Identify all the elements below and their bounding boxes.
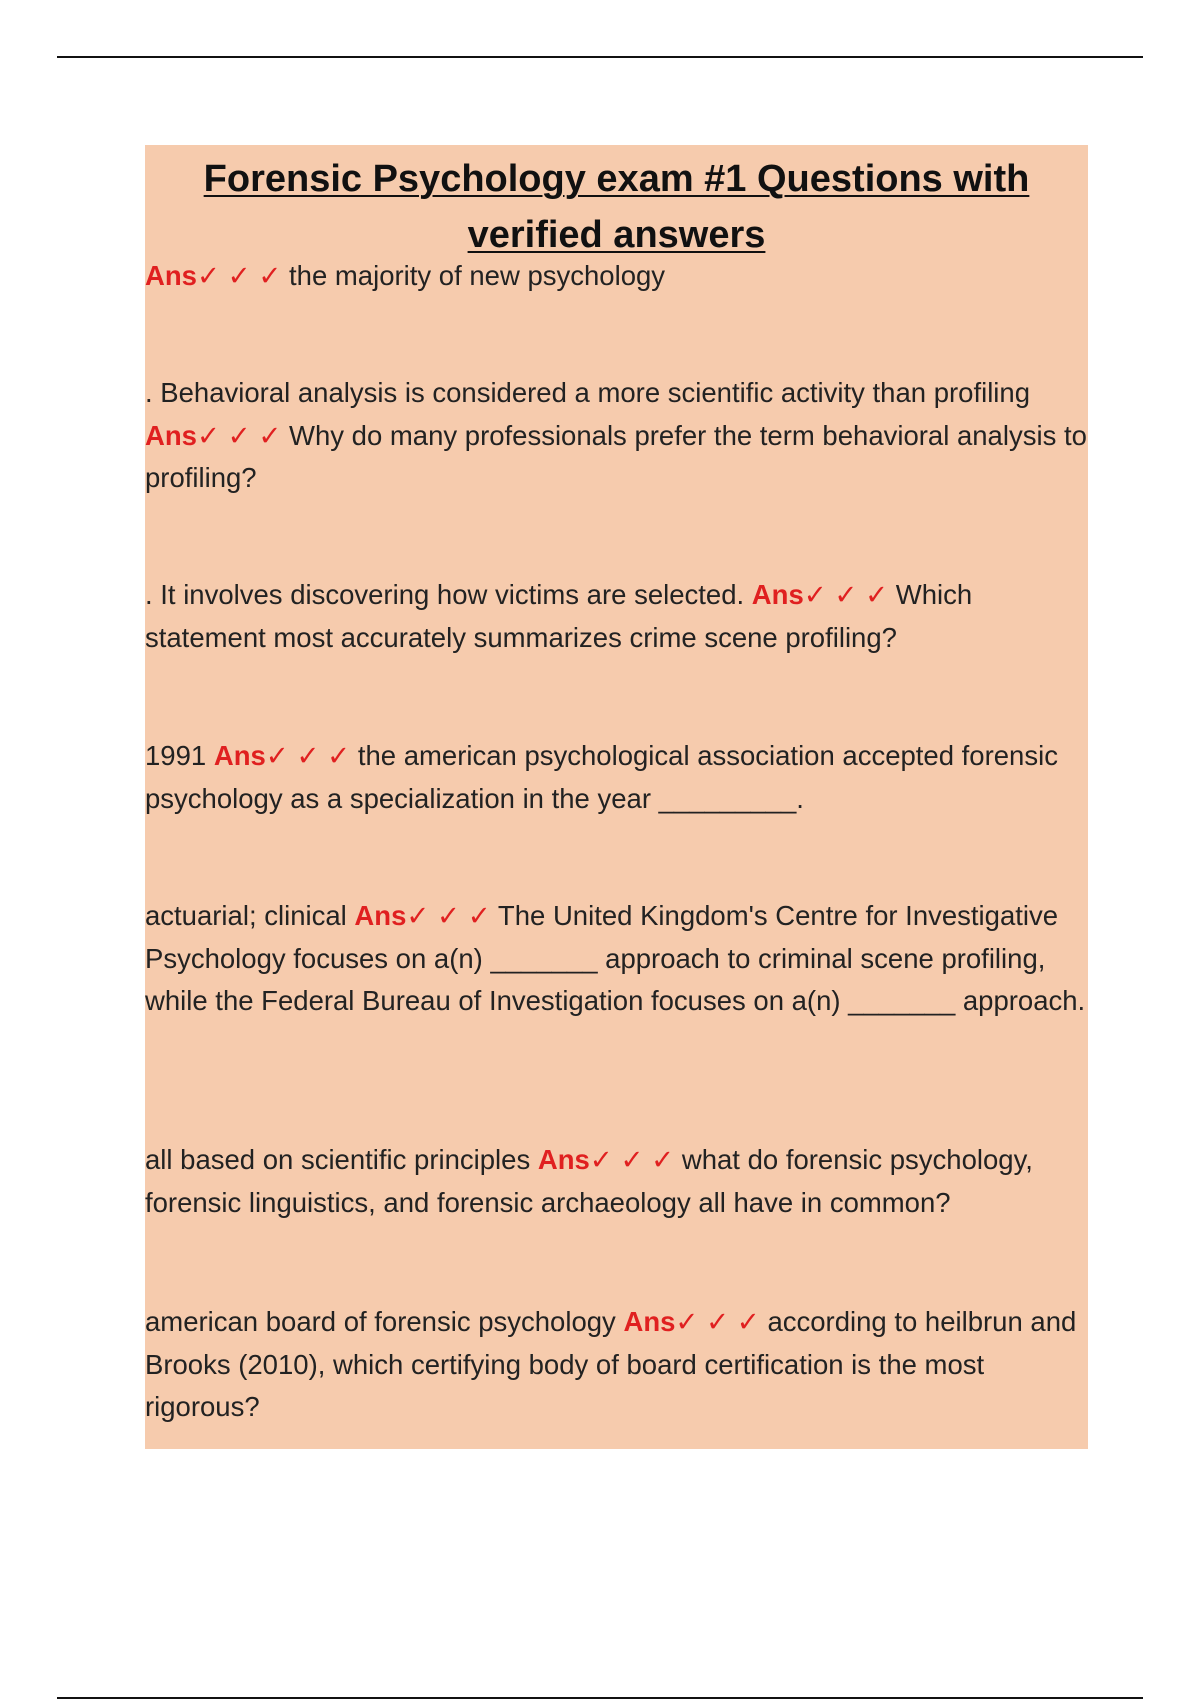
question-text: The United Kingdom's Centre for Investigative Psychology focuses on a(n) _______ approach to criminal scene profiling, while the Federal Bureau of Investigation focuses on a(n) _______ approach. xyxy=(145,900,1086,1016)
question-text: according to heilbrun and Brooks (2010), which certifying body of board certification is the most rigorous? xyxy=(145,1306,1077,1422)
title-line-1: Forensic Psychology exam #1 Questions with xyxy=(203,158,1030,200)
check-marks-icon: ✓ ✓ ✓ xyxy=(589,1144,675,1175)
bottom-rule xyxy=(57,1697,1143,1699)
highlighted-content-block xyxy=(145,145,1088,1449)
ans-label: Ans xyxy=(623,1306,676,1337)
ans-label: Ans xyxy=(145,419,197,451)
answer-text: all based on scientific principles xyxy=(145,1144,538,1175)
question-text: the majority of new psychology xyxy=(281,260,666,291)
question-text: the american psychological association accepted forensic psychology as a specialization in the year _________. xyxy=(145,740,1058,814)
check-marks-icon: ✓ ✓ ✓ xyxy=(803,579,889,610)
top-rule xyxy=(57,56,1143,58)
question-text: Why do many professionals prefer the term behavioral analysis to profiling? xyxy=(145,419,1087,493)
ans-label: Ans xyxy=(537,1144,590,1175)
ans-label: Ans xyxy=(751,579,804,610)
qa-entry-6 xyxy=(145,1139,1088,1224)
qa-entry-2 xyxy=(145,372,1088,500)
answer-text: 1991 xyxy=(145,740,214,771)
question-text: Which statement most accurately summarizes crime scene profiling? xyxy=(145,579,973,653)
ans-label: Ans xyxy=(354,900,407,931)
check-marks-icon: ✓ ✓ ✓ xyxy=(265,740,351,771)
answer-text: american board of forensic psychology xyxy=(145,1306,624,1337)
qa-entry-7 xyxy=(145,1301,1088,1429)
qa-entry-3 xyxy=(145,574,1088,659)
document-title xyxy=(145,145,1088,263)
check-marks-icon: ✓ ✓ ✓ xyxy=(675,1306,760,1337)
ans-label: Ans xyxy=(145,260,197,291)
ans-label: Ans xyxy=(213,740,266,771)
qa-entry-5 xyxy=(145,895,1088,1023)
title-line-2: verified answers xyxy=(467,214,766,256)
answer-text: actuarial; clinical xyxy=(145,900,355,931)
answer-text: . Behavioral analysis is considered a more scientific activity than profiling xyxy=(145,377,1030,408)
check-marks-icon: ✓ ✓ ✓ xyxy=(196,260,282,291)
check-marks-icon: ✓ ✓ ✓ xyxy=(196,419,282,451)
qa-entry-4 xyxy=(145,735,1088,820)
qa-entry-1 xyxy=(145,255,1088,298)
check-marks-icon: ✓ ✓ ✓ xyxy=(406,900,491,931)
answer-text: . It involves discovering how victims are selected. xyxy=(145,579,752,610)
question-text: what do forensic psychology, forensic linguistics, and forensic archaeology all have in common? xyxy=(145,1144,1033,1218)
